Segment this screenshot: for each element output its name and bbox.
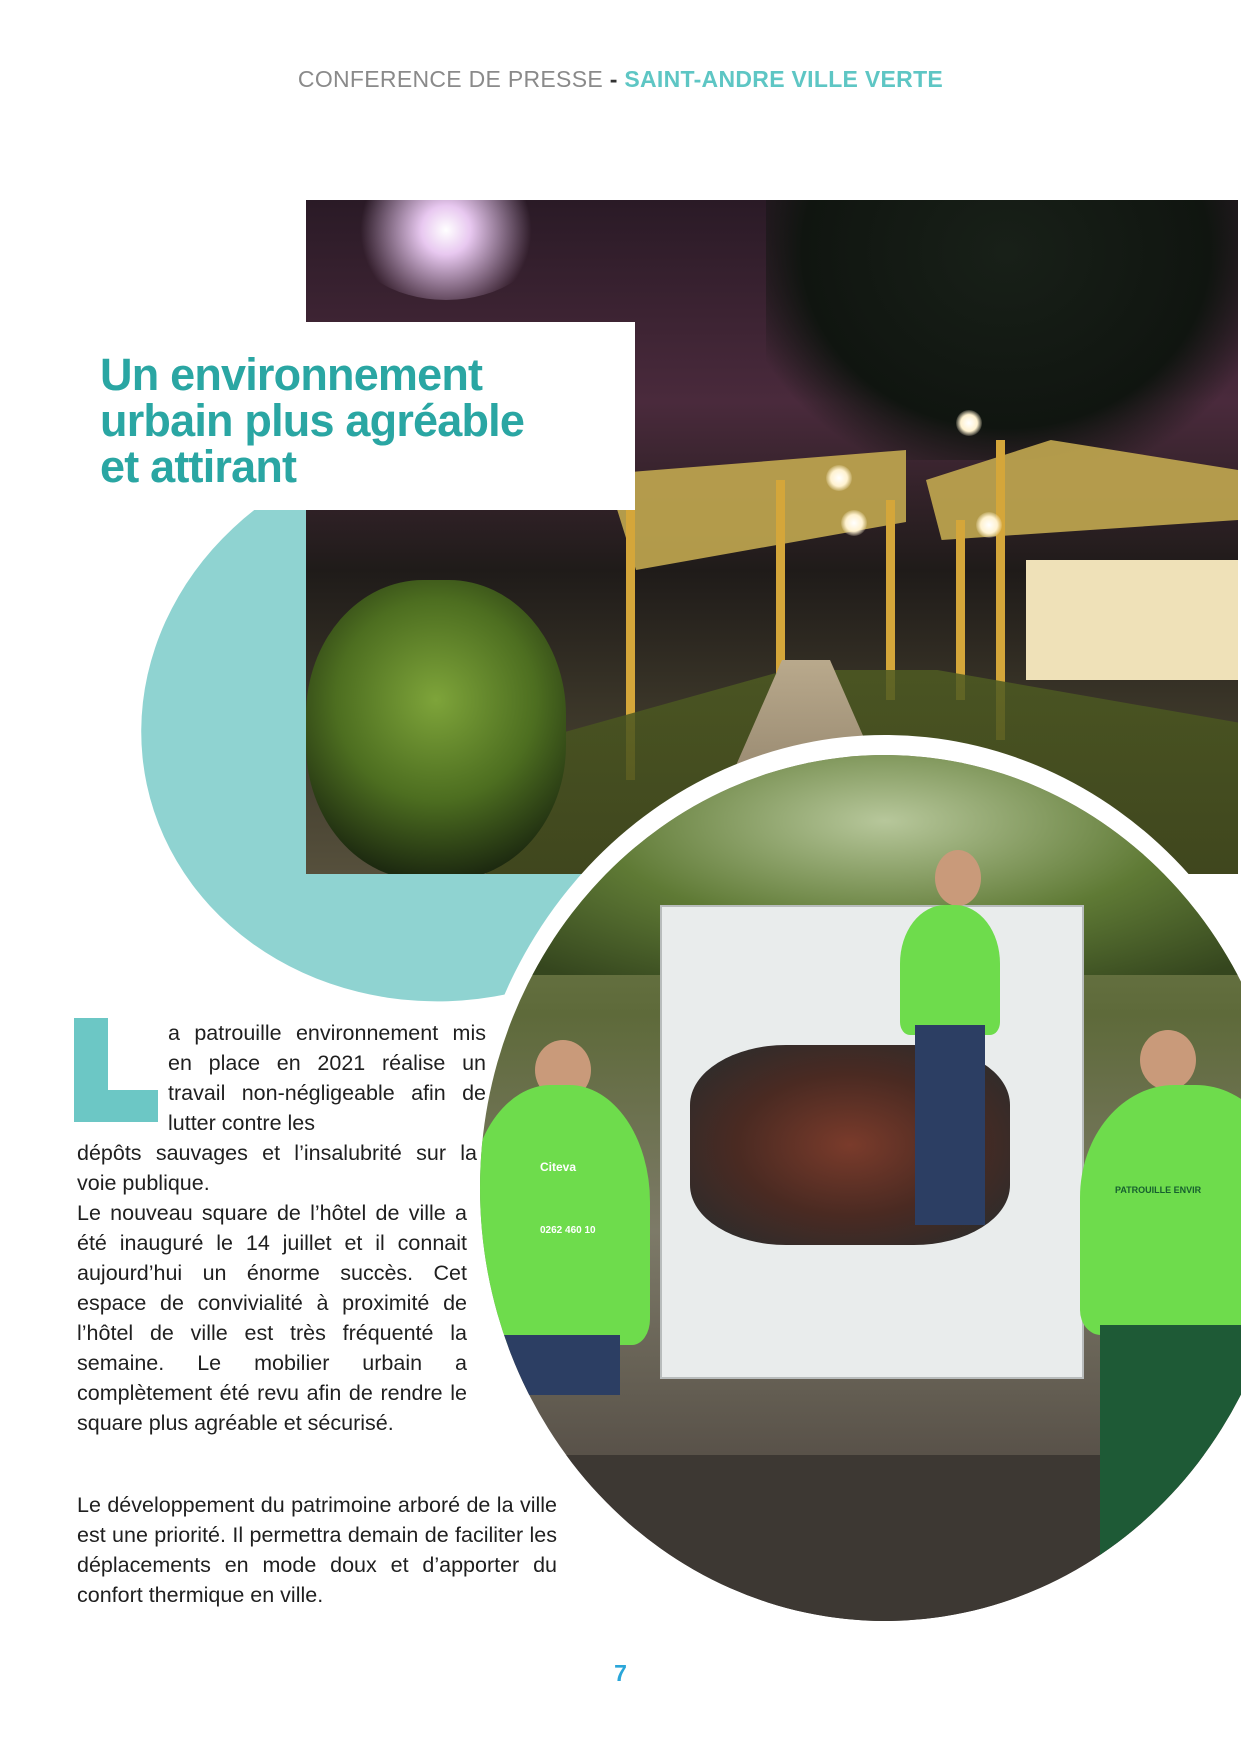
paragraph-1-rest: dépôts sauvages et l’insalubrité sur la voie publique. xyxy=(77,1141,477,1195)
title-line-2: urbain plus agréable xyxy=(100,395,525,446)
section-title xyxy=(100,349,640,492)
patrol-team-photo xyxy=(480,755,1241,1621)
shirt-logo: Citeva xyxy=(540,1160,577,1174)
header-left: CONFERENCE DE PRESSE xyxy=(297,66,603,92)
shirt-back-text: PATROUILLE ENVIR xyxy=(1115,1185,1202,1195)
title-line-3: et attirant xyxy=(100,441,297,492)
shirt-phone: 0262 460 10 xyxy=(540,1225,596,1236)
header-right: SAINT-ANDRE VILLE VERTE xyxy=(624,66,944,92)
page-number: 7 xyxy=(614,1660,627,1686)
drop-cap-l xyxy=(74,1018,160,1122)
paragraph-2: Le nouveau square de l’hôtel de ville a été inauguré le 14 juillet et il connait aujourd’hui un énorme succès. Cet espace de convivialité à proximité de l’hôtel de ville est très fréquenté la semaine. Le mobilier urbain a complètement été revu afin de rendre le square plus agréable et sécurisé. xyxy=(77,1201,467,1435)
title-line-1: Un environnement xyxy=(100,349,483,400)
page-header xyxy=(0,66,1241,93)
paragraph-1-lead: a patrouille environnement mis en place en 2021 réalise un travail non-négligeable afin de lutter contre les xyxy=(168,1021,486,1135)
header-separator: - xyxy=(609,66,618,92)
paragraph-3: Le développement du patrimoine arboré de la ville est une priorité. Il permettra demain de faciliter les déplacements en mode doux et d’apporter du confort thermique en ville. xyxy=(77,1493,557,1607)
